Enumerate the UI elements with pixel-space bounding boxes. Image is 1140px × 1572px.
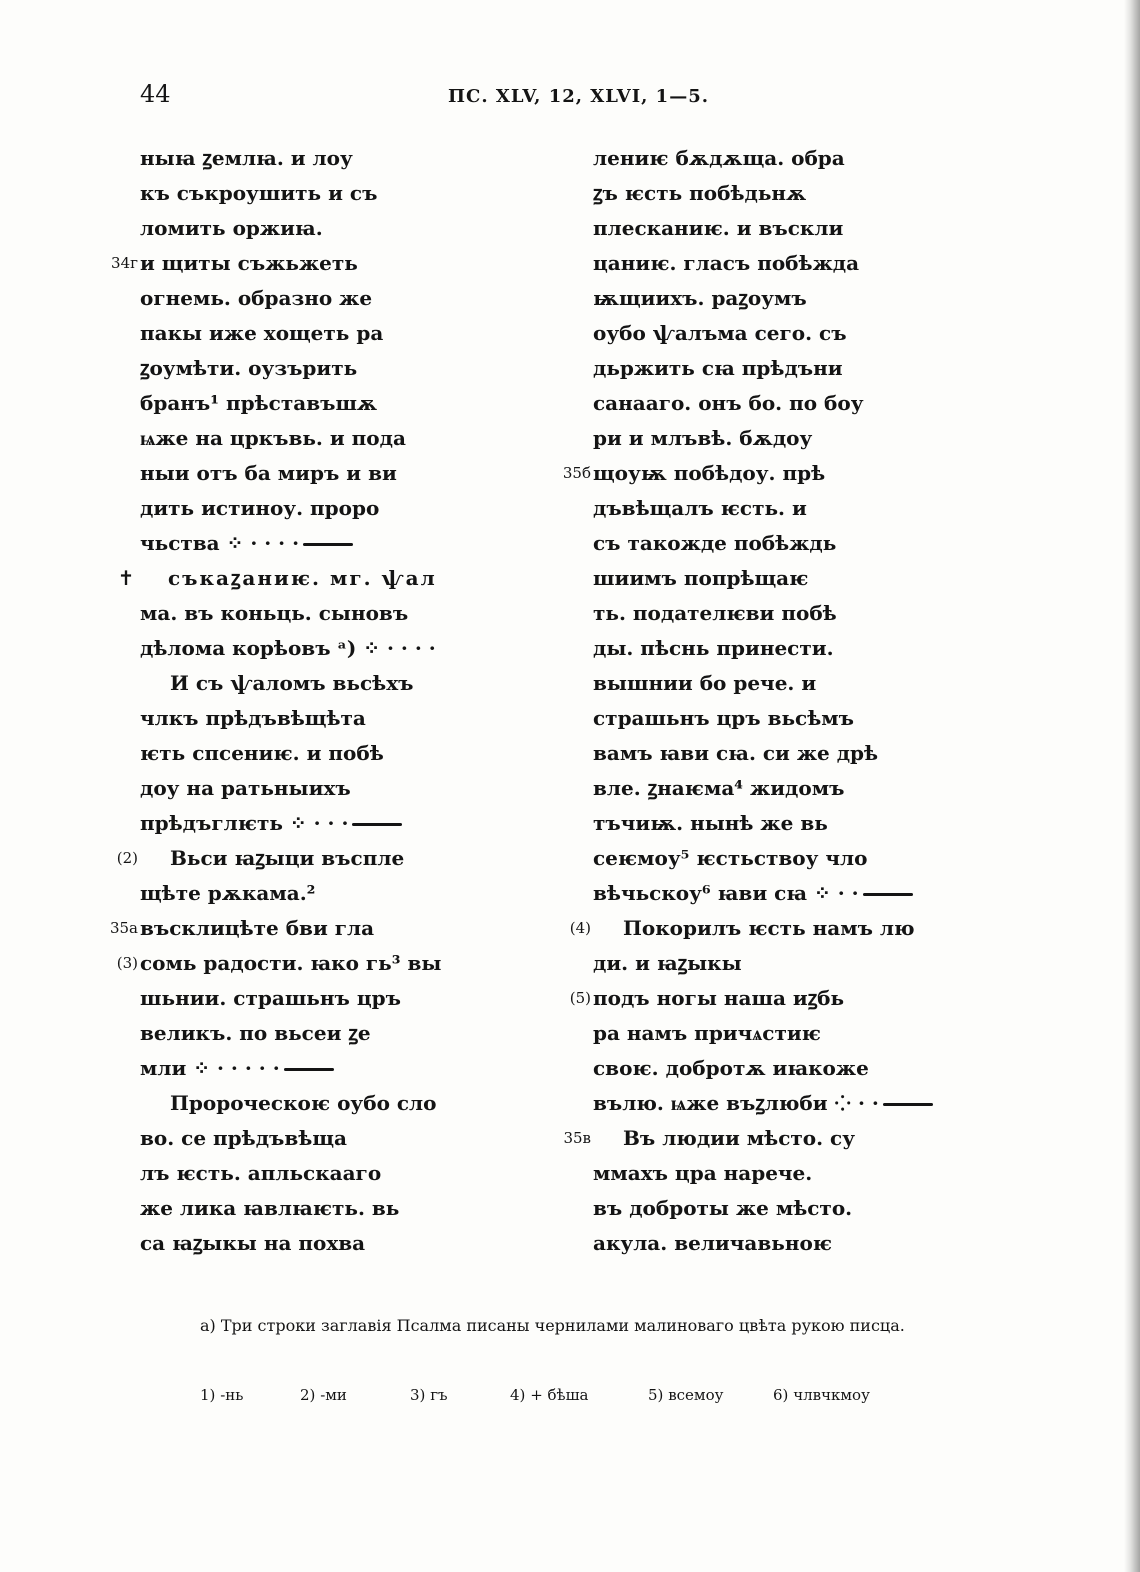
- footnote-item: [200, 1386, 243, 1404]
- line-text: И съ ѱаломъ вьсѣхъ: [170, 671, 414, 695]
- verse-marker: (3): [116, 954, 138, 972]
- line-text: ломить оржиꙗ.: [140, 216, 323, 240]
- verse-marker: 35б: [562, 464, 591, 482]
- line-text: цаниѥ. гласъ побѣжда: [593, 251, 860, 275]
- line-text: ѭщиихъ. раꙁоумъ: [593, 286, 807, 310]
- line-text: ма. въ коньць. сыновъ: [140, 601, 409, 625]
- line-text: ѩже на цркъвь. и пода: [140, 426, 406, 450]
- verse-marker: 35в: [563, 1129, 591, 1147]
- left-text-column: [109, 141, 500, 1261]
- line-text: своѥ. добротѫ иꙗкоже: [593, 1056, 869, 1080]
- right-line: [569, 981, 913, 1016]
- line-text: вѣчьскоу⁶ ꙗви сꙗ ⁘ · ·: [593, 881, 859, 905]
- line-text: ꙁъ ѥсть побѣдьнѫ: [593, 181, 807, 205]
- line-text: съкаꙁаниѥ. мг. ѱал: [168, 566, 437, 590]
- right-line: [593, 141, 913, 176]
- footnote-item: [510, 1386, 589, 1404]
- right-line: [593, 176, 913, 211]
- right-line: [593, 491, 913, 526]
- footnote-label: 6): [773, 1386, 789, 1404]
- line-text: ды. пѣснь принести.: [593, 636, 834, 660]
- left-line: [140, 631, 500, 666]
- line-text: дѣлома корѣовъ ᵃ) ⁘ · · · ·: [140, 636, 436, 660]
- line-text: Въ людии мѣсто. су: [623, 1126, 856, 1150]
- footnote-text: -нь: [220, 1386, 244, 1404]
- line-text: къ съкроушить и съ: [140, 181, 378, 205]
- left-line: [140, 526, 500, 561]
- left-line: [140, 1051, 500, 1086]
- left-line: [140, 876, 500, 911]
- line-text: ди. и ꙗꙁыкы: [593, 951, 742, 975]
- right-line: [593, 736, 913, 771]
- line-text: са ꙗꙁыкы на похва: [140, 1231, 366, 1255]
- right-line: [593, 631, 913, 666]
- line-text: въ доброты же мѣсто.: [593, 1196, 853, 1220]
- footnote-text: + бѣша: [530, 1386, 589, 1404]
- right-line: [593, 316, 913, 351]
- right-line: [593, 561, 913, 596]
- left-line: [111, 246, 500, 281]
- verse-marker: 35а: [109, 919, 138, 937]
- left-line: [140, 596, 500, 631]
- left-line: [140, 491, 500, 526]
- section-end-mark: [863, 893, 913, 896]
- footnote-item: [648, 1386, 723, 1404]
- left-line: [116, 946, 500, 981]
- line-text: ра намъ причѧстиѥ: [593, 1021, 821, 1045]
- line-text: ри и млъвѣ. бѫдоу: [593, 426, 813, 450]
- line-text: огнемь. образно же: [140, 286, 373, 310]
- line-text: вълю. ѩже въꙁлюби ⁘ · ·: [593, 1091, 879, 1115]
- line-text: ныи отъ ба миръ и ви: [140, 461, 397, 485]
- line-text: плесканиѥ. и въскли: [593, 216, 844, 240]
- right-line: [593, 946, 913, 981]
- right-line: [593, 806, 913, 841]
- left-line: [140, 1086, 500, 1121]
- line-text: шьнии. страшьнъ цръ: [140, 986, 401, 1010]
- line-text: дить истиноу. проро: [140, 496, 380, 520]
- footnote-text: всемоу: [668, 1386, 724, 1404]
- left-line: [140, 701, 500, 736]
- line-text: дъвѣщалъ ѥсть. и: [593, 496, 807, 520]
- section-end-mark: [883, 1103, 933, 1106]
- line-text: ныꙗ ꙁемлꙗ. и лоу: [140, 146, 353, 170]
- line-text: во. се прѣдъвѣща: [140, 1126, 347, 1150]
- cross-mark: ✝: [117, 566, 137, 590]
- left-line: [140, 386, 500, 421]
- left-line: [140, 211, 500, 246]
- right-line: [593, 841, 913, 876]
- verse-marker: (5): [569, 989, 591, 1007]
- right-line: [593, 1191, 913, 1226]
- running-title: ПС. XLV, 12, XLVI, 1—5.: [448, 86, 709, 107]
- line-text: подъ ногы наша иꙁбь: [593, 986, 845, 1010]
- line-text: съ такожде побѣждь: [593, 531, 837, 555]
- left-line: [140, 421, 500, 456]
- line-text: бранъ¹ прѣставъшѫ: [140, 391, 378, 415]
- page-number: 44: [140, 80, 171, 108]
- right-line: [593, 771, 913, 806]
- right-line: [569, 911, 915, 946]
- line-text: оубо ѱалъма сего. съ: [593, 321, 847, 345]
- left-line: [140, 666, 500, 701]
- line-text: акула. величавьноѥ: [593, 1231, 833, 1255]
- line-text: чьства ⁘ · · · ·: [140, 531, 300, 555]
- verse-marker: (2): [116, 849, 138, 867]
- line-text: ммахъ цра нарече.: [593, 1161, 813, 1185]
- line-text: щѣте рѫкама.²: [140, 881, 316, 905]
- right-text-column: [562, 141, 915, 1261]
- section-end-mark: [352, 823, 402, 826]
- line-text: же лика ꙗвлꙗѥть. вь: [140, 1196, 400, 1220]
- left-line: [140, 806, 500, 841]
- line-text: Вьси ꙗꙁыци въспле: [170, 846, 405, 870]
- right-line: [593, 1226, 913, 1261]
- line-text: доу на ратьныихъ: [140, 776, 351, 800]
- left-line: [140, 1226, 500, 1261]
- right-line: [593, 1051, 913, 1086]
- left-line: [140, 456, 500, 491]
- left-line: [117, 561, 500, 596]
- line-text: вышнии бо рече. и: [593, 671, 817, 695]
- left-line: [140, 771, 500, 806]
- right-line: [593, 1016, 913, 1051]
- left-line: [140, 176, 500, 211]
- line-text: и щиты съжьжеть: [140, 251, 358, 275]
- left-line: [140, 351, 500, 386]
- line-text: члкъ прѣдъвѣщѣта: [140, 706, 366, 730]
- left-line: [140, 316, 500, 351]
- line-text: сеѥмоу⁵ ѥстьствоу чло: [593, 846, 868, 870]
- footnote-text: гъ: [430, 1386, 448, 1404]
- right-line: [593, 1156, 913, 1191]
- footnote-label: 2): [300, 1386, 316, 1404]
- section-end-mark: [303, 543, 353, 546]
- line-text: лъ ѥсть. апльскааго: [140, 1161, 382, 1185]
- line-text: санааго. онъ бо. по боу: [593, 391, 864, 415]
- line-text: вле. ꙁнаѥма⁴ жидомъ: [593, 776, 845, 800]
- book-spine-shadow: [1124, 0, 1140, 1572]
- left-line: [140, 736, 500, 771]
- line-text: ꙁоумѣти. оузърить: [140, 356, 358, 380]
- right-line: [593, 421, 913, 456]
- footnote-label: 5): [648, 1386, 664, 1404]
- left-line: [140, 1121, 500, 1156]
- left-line: [140, 981, 500, 1016]
- left-line: [140, 281, 500, 316]
- line-text: Пророческоѥ оубо сло: [170, 1091, 437, 1115]
- line-text: тъчиѭ. нынѣ же вь: [593, 811, 828, 835]
- right-line: [593, 701, 913, 736]
- right-line: [593, 876, 913, 911]
- footnote-item: [300, 1386, 347, 1404]
- footnote-label: 3): [410, 1386, 426, 1404]
- right-line: [593, 596, 913, 631]
- line-text: великъ. по вьсеи ꙁе: [140, 1021, 371, 1045]
- line-text: ѥть спсениѥ. и побѣ: [140, 741, 384, 765]
- line-text: прѣдъглѥть ⁘ · · ·: [140, 811, 349, 835]
- footnote-item: [773, 1386, 870, 1404]
- line-text: лениѥ бѫдѫща. обра: [593, 146, 845, 170]
- line-text: щоуѭ побѣдоу. прѣ: [593, 461, 826, 485]
- left-line: [140, 1016, 500, 1051]
- line-text: мли ⁘ · · · · ·: [140, 1056, 280, 1080]
- footnote-item: [410, 1386, 448, 1404]
- left-line: [140, 1191, 500, 1226]
- line-text: Покорилъ ѥсть намъ лю: [623, 916, 915, 940]
- footnote-text: члвчкмоу: [793, 1386, 870, 1404]
- right-line: [593, 386, 913, 421]
- right-line: [593, 281, 913, 316]
- verse-marker: (4): [569, 919, 591, 937]
- footnote-label: 4): [510, 1386, 526, 1404]
- line-text: дьржить сꙗ прѣдъни: [593, 356, 843, 380]
- right-line: [593, 1086, 913, 1121]
- line-text: вамъ ꙗви сꙗ. си же дрѣ: [593, 741, 879, 765]
- line-text: ть. подателѥви побѣ: [593, 601, 837, 625]
- left-line: [140, 1156, 500, 1191]
- left-line: [140, 141, 500, 176]
- footnote-a: a) Три строки заглавія Псалма писаны чернилами малиноваго цвѣта рукою писца.: [200, 1316, 905, 1335]
- right-line: [593, 526, 913, 561]
- line-text: шиимъ попрѣщаѥ: [593, 566, 809, 590]
- right-line: [593, 666, 913, 701]
- left-line: [109, 911, 500, 946]
- line-text: страшьнъ цръ вьсѣмъ: [593, 706, 855, 730]
- line-text: въсклицѣте бви гла: [140, 916, 375, 940]
- line-text: сомь радости. ꙗко гь³ вы: [140, 951, 442, 975]
- right-line: [593, 246, 913, 281]
- right-line: [593, 211, 913, 246]
- right-line: [562, 456, 913, 491]
- verse-marker: 34г: [111, 254, 138, 272]
- left-line: [116, 841, 500, 876]
- footnote-label: 1): [200, 1386, 216, 1404]
- line-text: пакы иже хощеть ра: [140, 321, 384, 345]
- footnote-text: -ми: [320, 1386, 347, 1404]
- right-line: [593, 351, 913, 386]
- right-line: [563, 1121, 913, 1156]
- section-end-mark: [284, 1068, 334, 1071]
